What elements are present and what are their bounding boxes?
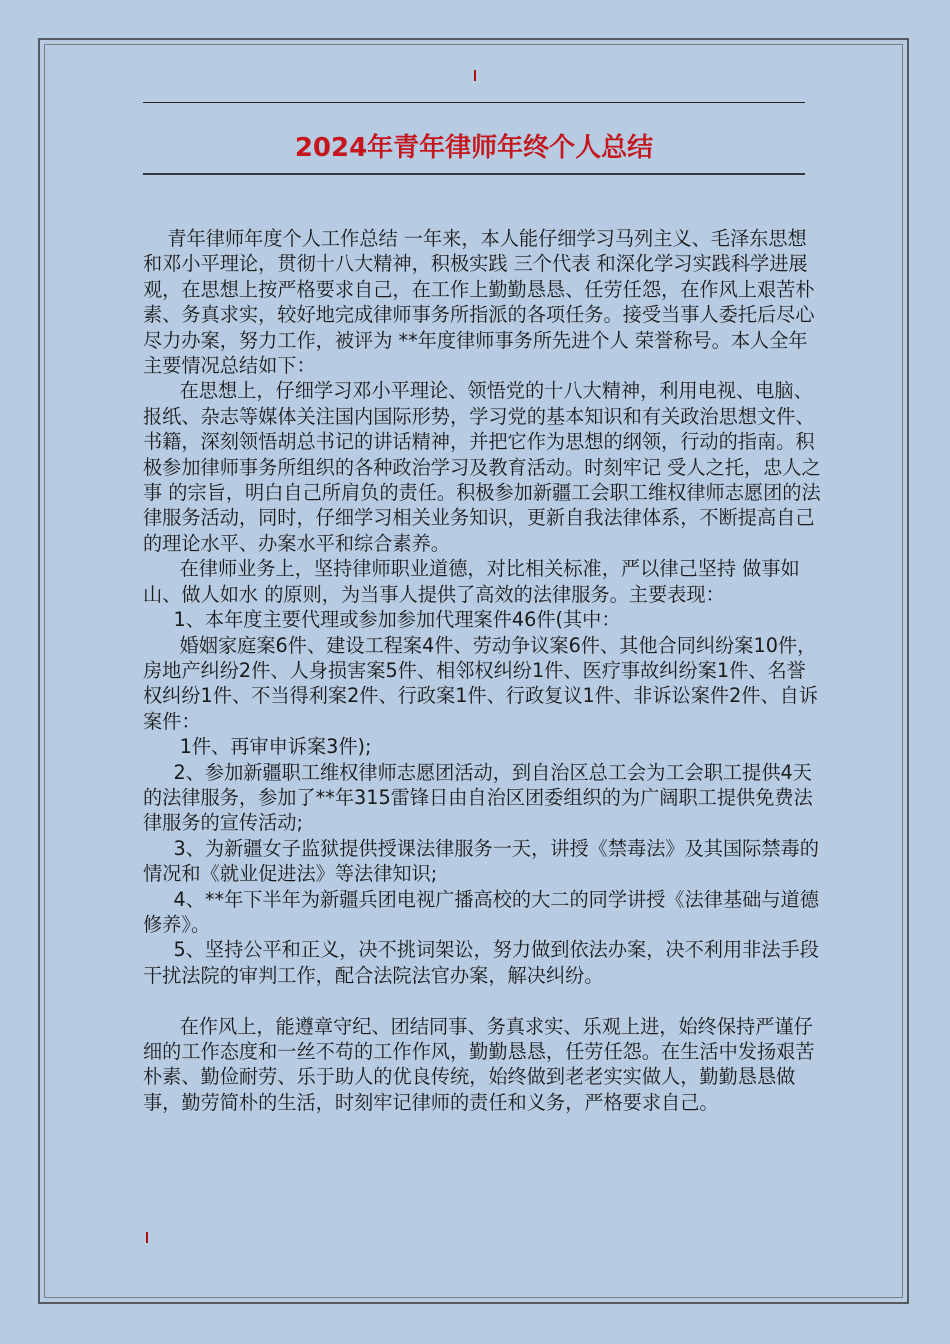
paragraph-thought: 在思想上，仔细学习邓小平理论、领悟党的十八大精神，利用电视、电脑、报纸、杂志等媒体关注国内国际形势，学习党的基本知识和有关政治思想文件、书籍，深刻领悟胡总书记的讲话精神，并把它作为思想的纲领，行动的指南。积极参加律师事务所组织的各种政治学习及教育活动。时刻牢记 受人之托，忠人之事 的宗旨，明白自己所肩负的责任。积极参加新疆工会职工维权律师志愿团的法律服务活动，同时，仔细学习相关业务知识，更新自我法律体系，不断提高自己的理论水平、办案水平和综合素养。	[143, 379, 821, 555]
document-title: 2024年青年律师年终个人总结	[294, 133, 654, 163]
header-rule	[143, 102, 805, 103]
list-item-1-detail-end: 1件、再审申诉案3件);	[143, 735, 372, 759]
paragraph-spacer	[143, 988, 823, 1013]
document-body	[143, 226, 823, 1115]
list-item-2: 2、参加新疆职工维权律师志愿团活动，到自治区总工会为工会职工提供4天的法律服务，参加了**年315雷锋日由自治区团委组织的为广阔职工提供免费法律服务的宣传活动;	[143, 760, 813, 835]
paragraph-business: 在律师业务上，坚持律师职业道德，对比相关标准，严以律己坚持 做事如山、做人如水 的原则，为当事人提供了高效的法律服务。主要表现：	[143, 557, 800, 606]
footer-mark	[146, 1232, 148, 1243]
list-item-4: 4、**年下半年为新疆兵团电视广播高校的大二的同学讲授《法律基础与道德修养》。	[143, 887, 819, 936]
paragraph-style: 在作风上，能遵章守纪、团结同事、务真求实、乐观上进，始终保持严谨仔细的工作态度和一丝不苟的工作作风，勤勤恳恳，任劳任怨。在生活中发扬艰苦朴素、勤俭耐劳、乐于助人的优良传统，始终做到老老实实做人，勤勤恳恳做事，勤劳简朴的生活，时刻牢记律师的责任和义务，严格要求自己。	[143, 1014, 815, 1114]
paragraph-intro: 青年律师年度个人工作总结 一年来，本人能仔细学习马列主义、毛泽东思想和邓小平理论，贯彻十八大精神，积极实践 三个代表 和深化学习实践科学进展观，在思想上按严格要求自己，在工作上勤勤恳恳、任劳任怨，在作风上艰苦朴素、务真求实，较好地完成律师事务所指派的各项任务。接受当事人委托后尽心尽力办案，努力工作，被评为 **年度律师事务所先进个人 荣誉称号。本人全年主要情况总结如下：	[143, 227, 815, 378]
list-item-3: 3、为新疆女子监狱提供授课法律服务一天，讲授《禁毒法》及其国际禁毒的情况和《就业促进法》等法律知识;	[143, 836, 819, 886]
list-item-5: 5、坚持公平和正义，决不挑词架讼，努力做到依法办案，决不利用非法手段干扰法院的审判工作，配合法院法官办案，解决纠纷。	[143, 938, 819, 987]
list-item-1-detail: 婚姻家庭案6件、建设工程案4件、劳动争议案6件、其他合同纠纷案10件，房地产纠纷2件、人身损害案5件、相邻权纠纷1件、医疗事故纠纷案1件、名誉权纠纷1件、不当得利案2件、行政案1件、行政复议1件、非诉讼案件2件、自诉案件：	[143, 633, 819, 733]
title-rule	[143, 173, 805, 175]
list-item-1: 1、本年度主要代理或参加参加代理案件46件(其中：	[143, 608, 621, 632]
header-mark	[474, 70, 476, 81]
